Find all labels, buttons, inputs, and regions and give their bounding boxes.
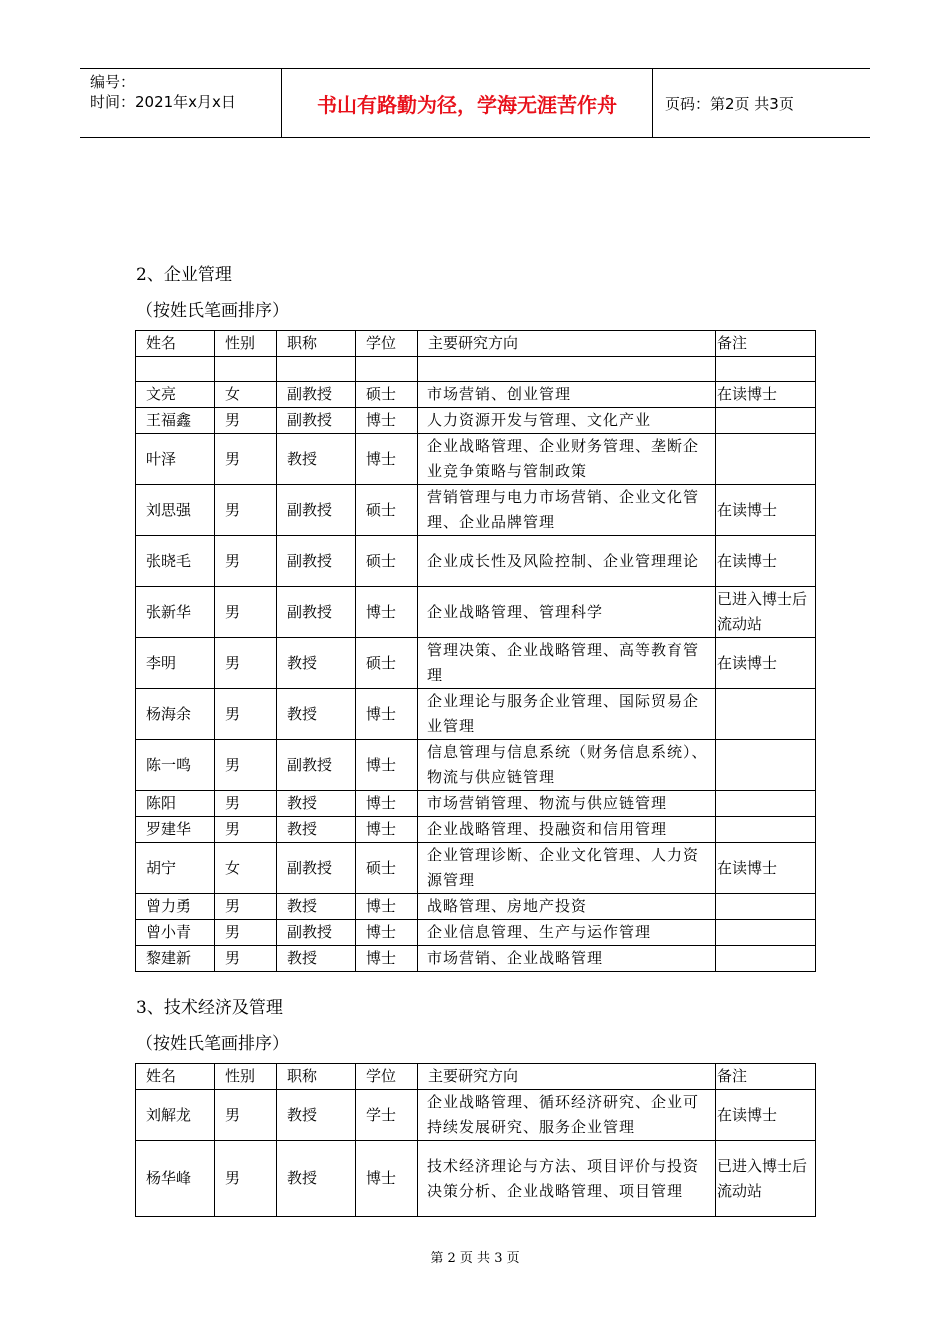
faculty-table-tech-economics (135, 1063, 816, 1217)
title-cell: 副教授 (277, 587, 356, 638)
title-cell: 副教授 (277, 740, 356, 791)
research-cell: 企业战略管理、企业财务管理、垄断企业竞争策略与管制政策 (418, 434, 716, 485)
gender-cell: 男 (215, 536, 277, 587)
table-row (136, 485, 816, 536)
name-cell: 叶泽 (136, 434, 215, 485)
gender-cell: 男 (215, 1141, 277, 1217)
title-cell: 教授 (277, 894, 356, 920)
title-cell: 副教授 (277, 382, 356, 408)
gender-cell: 男 (215, 946, 277, 972)
table-row (136, 382, 816, 408)
research-cell: 管理决策、企业战略管理、高等教育管理 (418, 638, 716, 689)
name-cell: 杨华峰 (136, 1141, 215, 1217)
research-cell: 企业战略管理、循环经济研究、企业可持续发展研究、服务企业管理 (418, 1090, 716, 1141)
title-cell: 教授 (277, 791, 356, 817)
degree-cell: 博士 (356, 920, 418, 946)
table-row (136, 843, 816, 894)
research-cell: 人力资源开发与管理、文化产业 (418, 408, 716, 434)
name-cell: 张新华 (136, 587, 215, 638)
table-row (136, 357, 816, 382)
column-header: 姓名 (136, 331, 215, 357)
name-cell (136, 357, 215, 382)
faculty-table-enterprise-management (135, 330, 816, 972)
name-cell: 王福鑫 (136, 408, 215, 434)
table-row (136, 587, 816, 638)
header-page-info: 页码：第2页 共3页 (665, 94, 794, 113)
name-cell: 曾力勇 (136, 894, 215, 920)
note-cell: 在读博士 (716, 638, 816, 689)
degree-cell (356, 357, 418, 382)
title-cell: 副教授 (277, 843, 356, 894)
table-row (136, 536, 816, 587)
gender-cell: 男 (215, 1090, 277, 1141)
table-body (136, 331, 816, 972)
title-cell: 教授 (277, 638, 356, 689)
column-header: 职称 (277, 331, 356, 357)
column-header: 性别 (215, 1064, 277, 1090)
title-cell: 副教授 (277, 485, 356, 536)
table-header-row (136, 331, 816, 357)
column-header: 学位 (356, 1064, 418, 1090)
gender-cell: 男 (215, 638, 277, 689)
note-cell: 已进入博士后流动站 (716, 1141, 816, 1217)
degree-cell: 博士 (356, 791, 418, 817)
research-cell (418, 357, 716, 382)
degree-cell: 博士 (356, 408, 418, 434)
column-header: 性别 (215, 331, 277, 357)
section-3-title: 3、技术经济及管理 (136, 998, 283, 1018)
name-cell: 陈一鸣 (136, 740, 215, 791)
gender-cell: 男 (215, 817, 277, 843)
gender-cell: 男 (215, 894, 277, 920)
title-cell: 副教授 (277, 408, 356, 434)
degree-cell: 博士 (356, 946, 418, 972)
degree-cell: 博士 (356, 587, 418, 638)
gender-cell (215, 357, 277, 382)
note-cell: 在读博士 (716, 382, 816, 408)
gender-cell: 男 (215, 408, 277, 434)
gender-cell: 男 (215, 689, 277, 740)
gender-cell: 女 (215, 843, 277, 894)
number-label: 编号： (90, 73, 136, 91)
research-cell: 企业管理诊断、企业文化管理、人力资源管理 (418, 843, 716, 894)
column-header: 主要研究方向 (418, 331, 716, 357)
title-cell: 教授 (277, 1141, 356, 1217)
research-cell: 信息管理与信息系统（财务信息系统）、物流与供应链管理 (418, 740, 716, 791)
name-cell: 黎建新 (136, 946, 215, 972)
degree-cell: 硕士 (356, 485, 418, 536)
column-header: 职称 (277, 1064, 356, 1090)
degree-cell: 博士 (356, 740, 418, 791)
research-cell: 企业理论与服务企业管理、国际贸易企业管理 (418, 689, 716, 740)
name-cell: 刘解龙 (136, 1090, 215, 1141)
note-cell (716, 408, 816, 434)
table-row (136, 791, 816, 817)
page-footer: 第 2 页 共 3 页 (430, 1251, 520, 1266)
note-cell (716, 791, 816, 817)
degree-cell: 博士 (356, 894, 418, 920)
gender-cell: 女 (215, 382, 277, 408)
header-meta (80, 69, 281, 137)
gender-cell: 男 (215, 791, 277, 817)
research-cell: 战略管理、房地产投资 (418, 894, 716, 920)
section-3-subtitle: （按姓氏笔画排序） (136, 1034, 289, 1054)
table-row (136, 946, 816, 972)
degree-cell: 博士 (356, 434, 418, 485)
degree-cell: 硕士 (356, 843, 418, 894)
page-header (80, 68, 870, 138)
note-cell: 在读博士 (716, 485, 816, 536)
title-cell: 副教授 (277, 536, 356, 587)
table-row (136, 817, 816, 843)
table-row (136, 920, 816, 946)
column-header: 姓名 (136, 1064, 215, 1090)
column-header: 备注 (716, 331, 816, 357)
name-cell: 胡宁 (136, 843, 215, 894)
note-cell (716, 689, 816, 740)
title-cell: 教授 (277, 946, 356, 972)
note-cell (716, 357, 816, 382)
research-cell: 市场营销管理、物流与供应链管理 (418, 791, 716, 817)
gender-cell: 男 (215, 587, 277, 638)
table-row (136, 740, 816, 791)
name-cell: 李明 (136, 638, 215, 689)
name-cell: 杨海余 (136, 689, 215, 740)
gender-cell: 男 (215, 920, 277, 946)
name-cell: 曾小青 (136, 920, 215, 946)
degree-cell: 硕士 (356, 382, 418, 408)
degree-cell: 硕士 (356, 638, 418, 689)
column-header: 主要研究方向 (418, 1064, 716, 1090)
title-cell: 教授 (277, 689, 356, 740)
note-cell (716, 740, 816, 791)
table-header-row (136, 1064, 816, 1090)
note-cell (716, 946, 816, 972)
research-cell: 企业信息管理、生产与运作管理 (418, 920, 716, 946)
note-cell: 在读博士 (716, 536, 816, 587)
table-row (136, 434, 816, 485)
degree-cell: 博士 (356, 817, 418, 843)
degree-cell: 硕士 (356, 536, 418, 587)
research-cell: 企业战略管理、投融资和信用管理 (418, 817, 716, 843)
title-cell: 副教授 (277, 920, 356, 946)
note-cell (716, 920, 816, 946)
name-cell: 罗建华 (136, 817, 215, 843)
note-cell: 在读博士 (716, 843, 816, 894)
research-cell: 市场营销、创业管理 (418, 382, 716, 408)
research-cell: 企业战略管理、管理科学 (418, 587, 716, 638)
title-cell: 教授 (277, 817, 356, 843)
table-row (136, 894, 816, 920)
name-cell: 张晓毛 (136, 536, 215, 587)
note-cell (716, 434, 816, 485)
note-cell: 在读博士 (716, 1090, 816, 1141)
table-row (136, 1141, 816, 1217)
research-cell: 市场营销、企业战略管理 (418, 946, 716, 972)
time-label: 时间：2021年x月x日 (90, 93, 236, 111)
note-cell: 已进入博士后流动站 (716, 587, 816, 638)
research-cell: 技术经济理论与方法、项目评价与投资决策分析、企业战略管理、项目管理 (418, 1141, 716, 1217)
table-row (136, 1090, 816, 1141)
name-cell: 文亮 (136, 382, 215, 408)
section-2-title: 2、企业管理 (136, 265, 232, 285)
note-cell (716, 894, 816, 920)
note-cell (716, 817, 816, 843)
degree-cell: 博士 (356, 1141, 418, 1217)
table-row (136, 638, 816, 689)
research-cell: 企业成长性及风险控制、企业管理理论 (418, 536, 716, 587)
column-header: 备注 (716, 1064, 816, 1090)
section-2-subtitle: （按姓氏笔画排序） (136, 301, 289, 321)
name-cell: 刘思强 (136, 485, 215, 536)
research-cell: 营销管理与电力市场营销、企业文化管理、企业品牌管理 (418, 485, 716, 536)
gender-cell: 男 (215, 485, 277, 536)
title-cell: 教授 (277, 434, 356, 485)
gender-cell: 男 (215, 740, 277, 791)
column-header: 学位 (356, 331, 418, 357)
table-row (136, 689, 816, 740)
gender-cell: 男 (215, 434, 277, 485)
degree-cell: 博士 (356, 689, 418, 740)
table-row (136, 408, 816, 434)
degree-cell: 学士 (356, 1090, 418, 1141)
title-cell: 教授 (277, 1090, 356, 1141)
name-cell: 陈阳 (136, 791, 215, 817)
title-cell (277, 357, 356, 382)
table-body (136, 1064, 816, 1217)
header-motto: 书山有路勤为径，学海无涯苦作舟 (281, 69, 653, 137)
